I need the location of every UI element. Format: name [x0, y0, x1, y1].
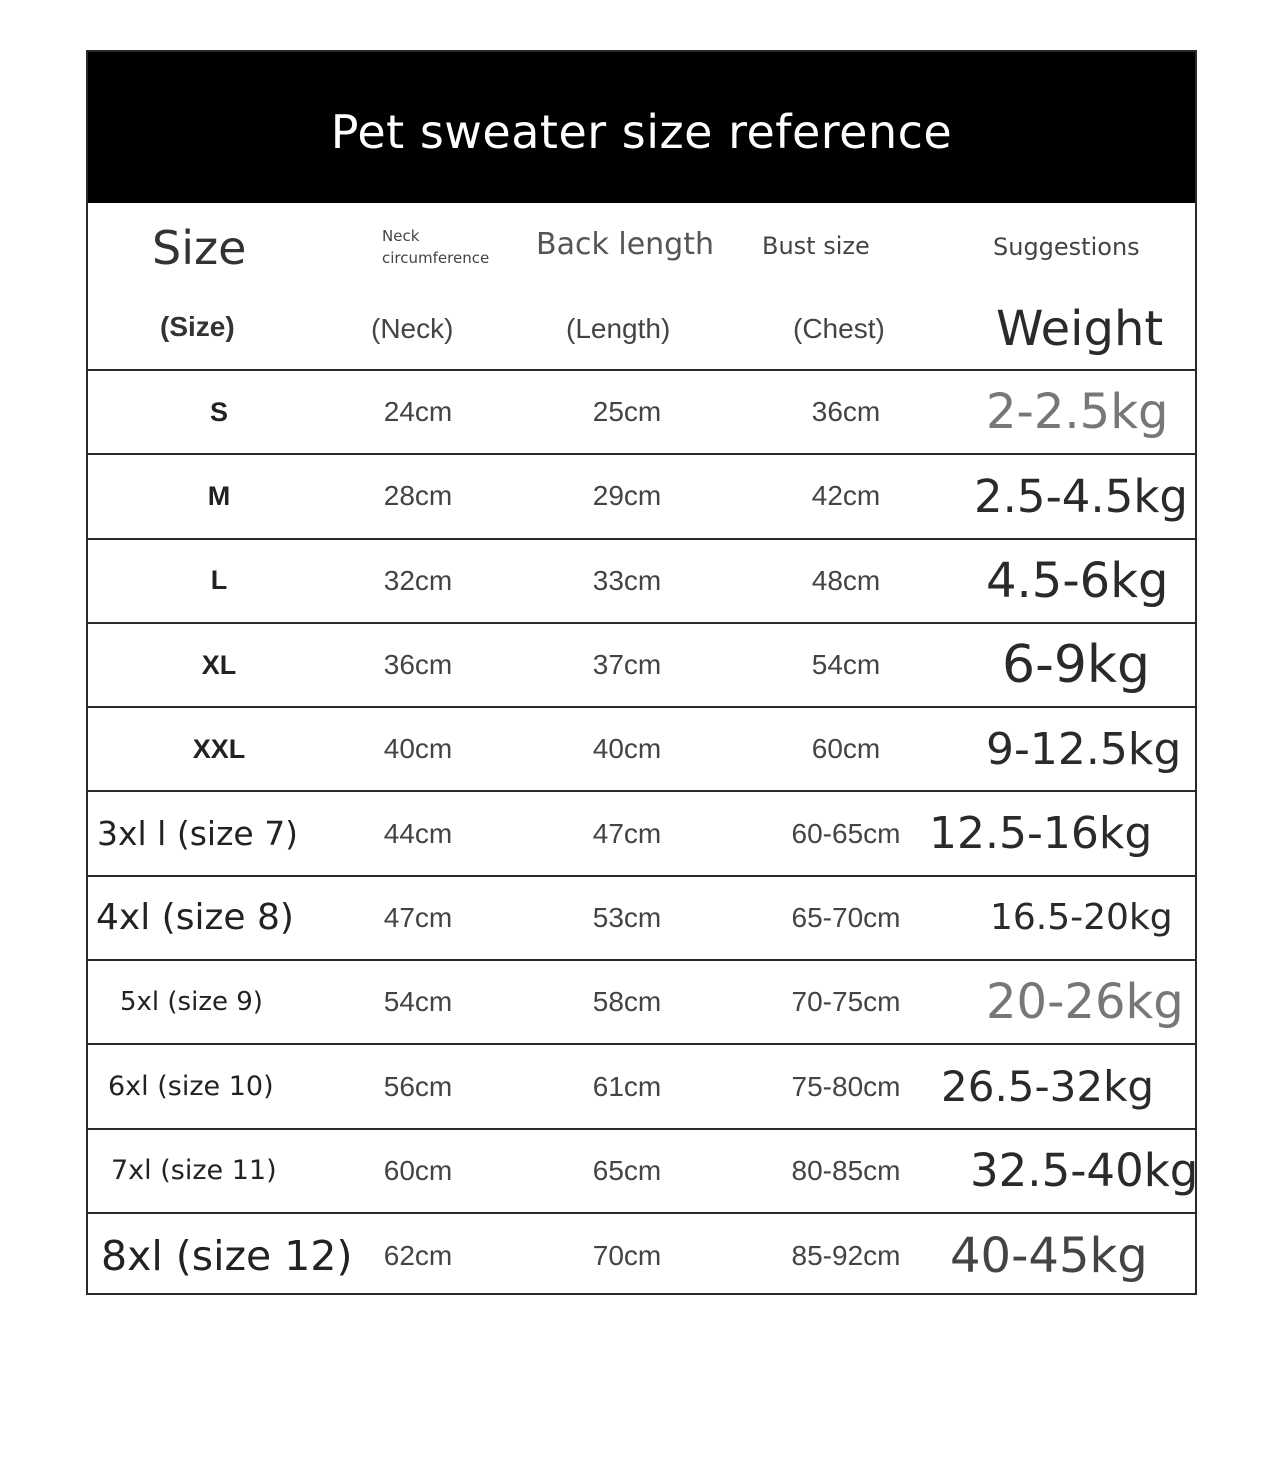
weight-cell: 12.5-16kg [929, 808, 1153, 860]
length-cell: 29cm [592, 480, 662, 512]
header-weight: Suggestions [993, 233, 1140, 261]
bust-cell: 80-85cm [791, 1154, 901, 1186]
bust-cell: 85-92cm [791, 1240, 901, 1272]
header-length-sub: (Length) [566, 313, 671, 344]
neck-cell: 54cm [383, 986, 453, 1018]
table-body [88, 371, 1199, 1298]
weight-cell: 32.5-40kg [970, 1144, 1199, 1198]
weight-cell: 4.5-6kg [986, 552, 1169, 609]
size-cell: 3xl l (size 7) [97, 814, 299, 854]
length-cell: 33cm [592, 564, 662, 596]
bust-cell: 60-65cm [791, 817, 901, 849]
weight-cell: 16.5-20kg [990, 897, 1173, 939]
size-cell: M [207, 480, 231, 511]
size-cell: S [209, 396, 228, 427]
neck-cell: 56cm [383, 1070, 453, 1102]
table-row [88, 877, 1195, 961]
size-cell: 5xl (size 9) [120, 987, 263, 1018]
table-row [88, 961, 1195, 1045]
size-cell: 7xl (size 11) [111, 1155, 277, 1187]
length-cell: 65cm [592, 1154, 662, 1186]
chart-title: Pet sweater size reference [330, 104, 953, 159]
neck-cell: 62cm [383, 1240, 453, 1272]
neck-cell: 32cm [383, 564, 453, 596]
size-cell: XL [201, 649, 237, 680]
table-row [88, 1045, 1195, 1129]
bust-cell: 65-70cm [791, 901, 901, 933]
table-row [88, 708, 1195, 792]
neck-cell: 44cm [383, 817, 453, 849]
length-cell: 25cm [592, 396, 662, 428]
size-cell: 8xl (size 12) [101, 1232, 353, 1281]
bust-cell: 42cm [811, 480, 881, 512]
table-header [88, 203, 1195, 371]
table-row [88, 792, 1195, 876]
neck-cell: 28cm [383, 480, 453, 512]
table-row [88, 624, 1195, 708]
weight-cell: 2.5-4.5kg [974, 469, 1188, 523]
size-chart [86, 50, 1197, 1295]
header-neck: Neck circumference [382, 227, 490, 267]
neck-cell: 40cm [383, 733, 453, 765]
table-row [88, 1214, 1195, 1298]
length-cell: 70cm [592, 1240, 662, 1272]
weight-cell: 9-12.5kg [986, 723, 1182, 775]
length-cell: 61cm [592, 1070, 662, 1102]
header-bust: Bust size [762, 232, 870, 260]
header-weight-sub: Weight [996, 301, 1164, 357]
neck-cell: 24cm [383, 396, 453, 428]
weight-cell: 20-26kg [986, 974, 1184, 1031]
table-row [88, 371, 1195, 455]
size-cell: 4xl (size 8) [96, 897, 294, 939]
size-cell: XXL [192, 733, 246, 764]
weight-cell: 40-45kg [950, 1228, 1148, 1285]
length-cell: 47cm [592, 817, 662, 849]
weight-cell: 2-2.5kg [986, 384, 1169, 441]
header-neck-sub: (Neck) [371, 313, 454, 344]
header-bust-sub: (Chest) [793, 313, 885, 344]
length-cell: 40cm [592, 733, 662, 765]
header-size: Size [152, 221, 247, 275]
bust-cell: 60cm [811, 733, 881, 765]
length-cell: 58cm [592, 986, 662, 1018]
size-cell: 6xl (size 10) [108, 1071, 274, 1103]
length-cell: 53cm [592, 901, 662, 933]
weight-cell: 6-9kg [1002, 635, 1151, 696]
weight-cell: 26.5-32kg [941, 1062, 1155, 1112]
bust-cell: 54cm [811, 649, 881, 681]
table-row [88, 540, 1195, 624]
neck-cell: 36cm [383, 649, 453, 681]
table-row [88, 455, 1195, 539]
table-row [88, 1130, 1199, 1214]
bust-cell: 48cm [811, 564, 881, 596]
size-cell: L [210, 565, 228, 596]
bust-cell: 36cm [811, 396, 881, 428]
bust-cell: 70-75cm [791, 986, 901, 1018]
neck-cell: 60cm [383, 1154, 453, 1186]
header-length: Back length [536, 227, 714, 262]
length-cell: 37cm [592, 649, 662, 681]
title-bar [88, 52, 1195, 203]
bust-cell: 75-80cm [791, 1070, 901, 1102]
neck-cell: 47cm [383, 901, 453, 933]
header-size-sub: (Size) [160, 311, 235, 342]
